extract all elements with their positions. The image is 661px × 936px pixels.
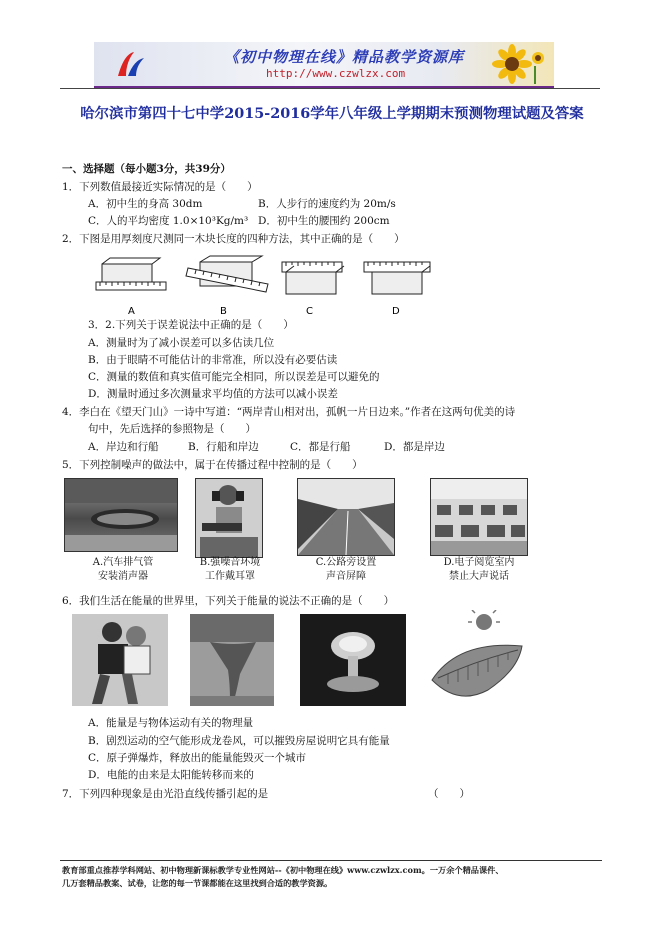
highway-barrier-photo xyxy=(297,478,395,556)
q1-option-d: D．初中生的腰围约 200cm xyxy=(258,215,390,227)
q3-option-a: A．测量时为了减小误差可以多估读几位 xyxy=(88,337,275,349)
site-logo-icon xyxy=(114,48,148,78)
page-title: 哈尔滨市第四十七中学2015-2016学年八年级上学期期末预测物理试题及答案 xyxy=(80,105,584,122)
q5-caption-c: C.公路旁设置 声音屏障 xyxy=(315,557,377,582)
q3-stem: 3．2.下列关于误差说法中正确的是（ ） xyxy=(88,319,294,331)
q5-caption-d: D.电子阅览室内 禁止大声说话 xyxy=(443,557,515,582)
sun-leaf-photo xyxy=(428,610,528,706)
q7-stem: 7．下列四种现象是由光沿直线传播引起的是 xyxy=(62,788,269,800)
footer-divider xyxy=(60,860,602,861)
sunflower-icon xyxy=(490,44,548,84)
q2-stem: 2．下图是用厚刻度尺测同一木块长度的四种方法，其中正确的是（ ） xyxy=(62,233,405,245)
ear-muff-worker-photo xyxy=(195,478,263,558)
q4-option-a: A．岸边和行船 xyxy=(88,441,159,453)
q3-option-c: C．测量的数值和真实值可能完全相同，所以误差是可以避免的 xyxy=(88,371,380,383)
q2-label-c: C xyxy=(306,306,313,317)
q2-label-b: B xyxy=(220,306,227,317)
q6-stem: 6．我们生活在能量的世界里，下列关于能量的说法不正确的是（ ） xyxy=(62,595,395,607)
q2-label-a: A xyxy=(128,306,135,317)
q1-stem: 1．下列数值最接近实际情况的是（ ） xyxy=(62,181,258,193)
q4-stem-line1: 4．李白在《望天门山》一诗中写道：“两岸青山相对出，孤帆一片日边来。”作者在这两句优美的诗 xyxy=(62,406,516,418)
tornado-photo xyxy=(190,614,274,706)
header-divider xyxy=(60,88,600,89)
q1-option-c: C．人的平均密度 1.0×10³Kg/m³ xyxy=(88,215,249,227)
q4-option-b: B．行船和岸边 xyxy=(188,441,259,453)
banner-title: 《初中物理在线》精品教学资源库 xyxy=(224,48,465,66)
q1-option-b: B．人步行的速度约为 20m/s xyxy=(258,198,396,210)
q4-option-d: D．都是岸边 xyxy=(384,441,445,453)
q2-label-d: D xyxy=(392,306,400,317)
ruler-figure xyxy=(92,252,442,318)
q7-answer-paren: （ ） xyxy=(428,788,470,800)
q4-option-c: C．都是行船 xyxy=(290,441,351,453)
q6-option-b: B．剧烈运动的空气能形成龙卷风，可以摧毁房屋说明它具有能量 xyxy=(88,735,390,747)
q3-option-d: D．测量时通过多次测量求平均值的方法可以减小误差 xyxy=(88,388,338,400)
q5-stem: 5．下列控制噪声的做法中，属于在传播过程中控制的是（ ） xyxy=(62,459,363,471)
q5-caption-b: B.强噪音环境 工作戴耳罩 xyxy=(199,557,261,582)
footer-line-1: 教育部重点推荐学科网站、初中物理新课标教学专业性网站--《初中物理在线》www.czwlzx.com。一万余个精品课件、 xyxy=(62,865,504,875)
footer-line-2: 几万套精品教案、试卷，让您的每一节课都能在这里找到合适的教学资源。 xyxy=(62,878,333,888)
q6-option-a: A．能量是与物体运动有关的物理量 xyxy=(88,717,254,729)
q4-stem-line2: 句中，先后选择的参照物是（ ） xyxy=(88,423,256,435)
football-players-photo xyxy=(72,614,168,706)
q6-option-c: C．原子弹爆炸，释放出的能量能毁灭一个城市 xyxy=(88,752,307,764)
footer xyxy=(62,864,622,890)
reading-room-photo xyxy=(430,478,528,556)
mushroom-cloud-photo xyxy=(300,614,406,706)
q3-option-b: B．由于眼睛不可能估计的非常准，所以没有必要估读 xyxy=(88,354,338,366)
exhaust-pipe-photo xyxy=(64,478,178,552)
header-banner xyxy=(94,42,554,88)
q5-caption-a: A.汽车排气管 安装消声器 xyxy=(92,557,154,582)
banner-url[interactable]: http://www.czwlzx.com xyxy=(266,67,406,80)
q6-option-d: D．电能的由来是太阳能转移而来的 xyxy=(88,769,254,781)
q1-option-a: A．初中生的身高 30dm xyxy=(88,198,203,210)
section-heading: 一、选择题（每小题3分，共39分） xyxy=(62,163,231,175)
